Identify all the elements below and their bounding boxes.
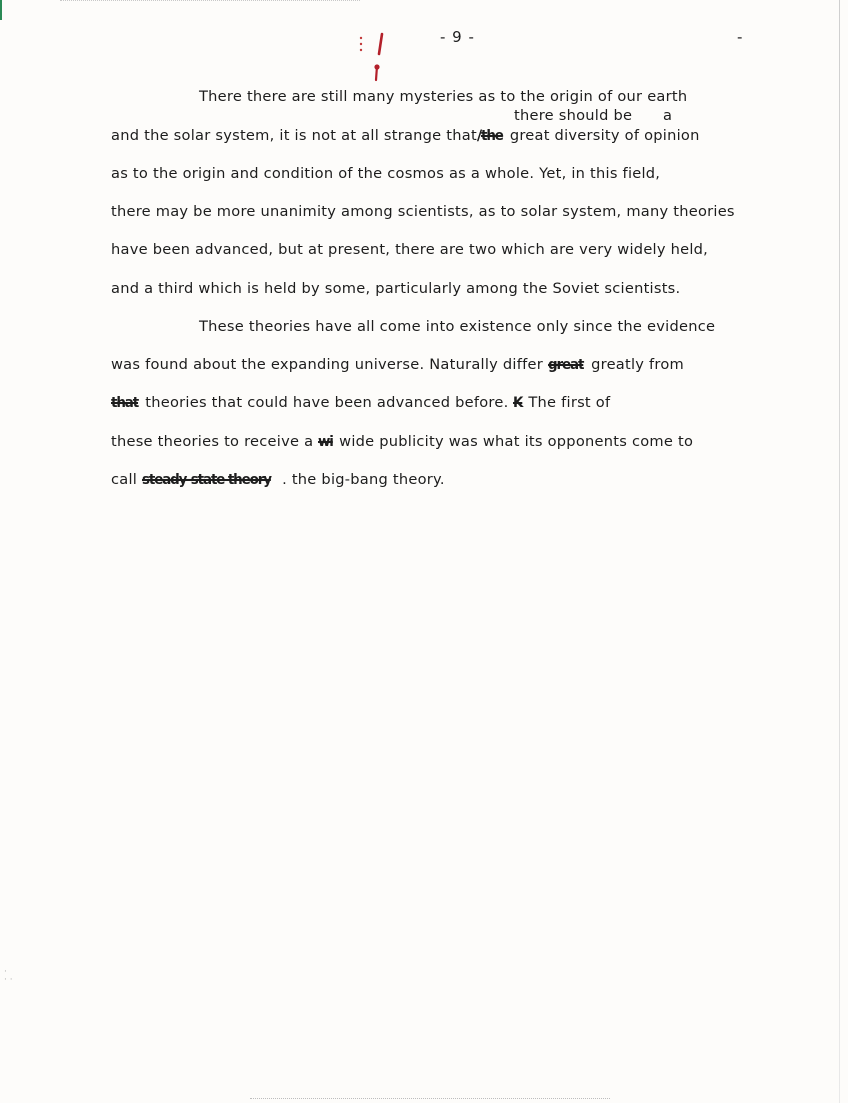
line-text: theories that could have been advanced before. [140,394,514,411]
line-text: . the big-bang theory. [282,471,445,488]
typed-insertion-article: a [663,107,673,124]
insertion-slash: / [476,127,482,144]
line-text: The first of [523,394,611,411]
line-text: and the solar system, it is not at all strange that [111,127,477,144]
page-edge-mark [0,0,2,20]
scan-specks: · · · [4,967,13,985]
corner-mark: - [737,28,743,46]
line-text: these theories to receive a [111,433,319,450]
paragraph-2-line-1: These theories have all come into existence only since the evidence [199,318,716,335]
paragraph-1-line-4: there may be more unanimity among scientists, as to solar system, many theories [111,203,735,220]
struck-text: great [547,356,584,373]
scan-smudge-bottom [250,1098,610,1101]
scan-smudge-top [60,0,360,5]
paragraph-1-line-2 [111,127,700,144]
paragraph-2-line-4 [111,433,693,450]
paragraph-2-line-2 [111,356,684,373]
line-text: call [111,471,142,488]
paragraph-2-line-3 [111,394,610,411]
line-text: great diversity of opinion [504,127,700,144]
line-text: was found about the expanding universe. Naturally differ [111,356,548,373]
struck-text: that [111,394,139,411]
paragraph-1-line-3: as to the origin and condition of the cosmos as a whole. Yet, in this field, [111,165,661,182]
paragraph-1-line-6: and a third which is held by some, particularly among the Soviet scientists. [111,280,681,297]
paragraph-2-line-5 [111,471,445,488]
page-number: - 9 - [440,28,475,46]
paragraph-1-line-5: have been advanced, but at present, there are two which are very widely held, [111,241,709,258]
line-text: wide publicity was what its opponents come to [334,433,694,450]
typed-insertion-phrase: there should be [514,107,633,124]
line-text: greatly from [586,356,685,373]
red-ink-mark-icon [358,30,392,86]
struck-text: steady-state theory [141,471,271,488]
page-edge-shadow [839,0,840,1103]
paragraph-1-line-1: There there are still many mysteries as to the origin of our earth [199,88,688,105]
struck-text: the [481,127,504,144]
struck-text: K [513,394,523,411]
struck-text: wi [318,433,333,450]
